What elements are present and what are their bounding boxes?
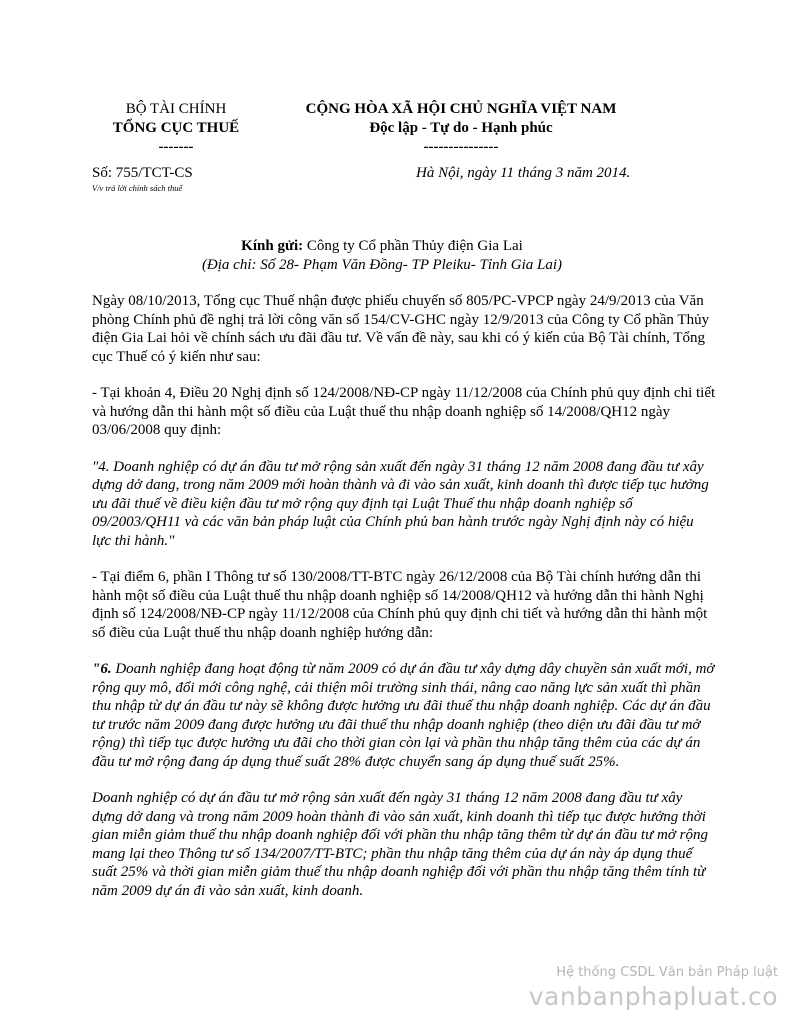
motto: Độc lập - Tự do - Hạnh phúc [369,120,553,136]
quote-item-number: "6. [92,661,112,677]
document-subject: V/v trả lời chính sách thuế [92,183,183,193]
country-name: CỘNG HÒA XÃ HỘI CHỦ NGHĨA VIỆT NAM [305,101,617,117]
watermark-caption: Hệ thống CSDL Văn bản Pháp luật [556,965,778,980]
recipient-label: Kính gửi: [241,238,304,254]
recipient-name: Công ty Cổ phần Thủy điện Gia Lai [306,238,523,254]
motto-separator: --------------- [423,139,499,155]
paragraph-intro: Ngày 08/10/2013, Tổng cục Thuế nhận được phiếu chuyển số 805/PC-VPCP ngày 24/9/2013 của Văn phòng Chính phủ đề nghị trả lời công văn số 154/CV-GHC ngày 12/9/2013 của Công ty Cổ phần Thủy điện Gia Lai hỏi về chính sách ưu đãi đầu tư. Về vấn đề này, sau khi có ý kiến của Bộ Tài chính, Tổng cục Thuế có ý kiến như sau: [92,293,710,365]
national-motto-block [292,100,630,157]
letter-body [92,292,716,918]
paragraph-circular-quote [92,660,716,771]
document-number: Số: 755/TCT-CS [92,165,193,181]
paragraph-decree-quote: "4. Doanh nghiệp có dự án đầu tư mở rộng sản xuất đến ngày 31 tháng 12 năm 2008 đang đầu tư xây dựng dở dang, trong năm 2009 mới hoàn thành và đi vào sản xuất, kinh doanh thì được tiếp tục hưởng ưu đãi thuế về điều kiện đầu tư mở rộng quy định tại Luật Thuế thu nhập doanh nghiệp số 09/2003/QH11 và các văn bản pháp luật của Chính phủ ban hành trước ngày Nghị định này có hiệu lực thi hành." [92,458,709,549]
issuer-separator: ------- [158,139,194,155]
ministry-name: BỘ TÀI CHÍNH [125,101,227,117]
paragraph-circular-citation: - Tại điểm 6, phần I Thông tư số 130/2008/TT-BTC ngày 26/12/2008 của Bộ Tài chính hướng dẫn thi hành một số điều của Luật thuế thu nhập doanh nghiệp số 14/2008/QH12 và hướng dẫn thi hành Nghị định số 124/2008/NĐ-CP ngày 11/12/2008 của Chính phủ quy định chi tiết và hướng dẫn thi hành một số điều của Luật thuế thu nhập doanh nghiệp hướng dẫn: [92,569,708,641]
recipient-address: (Địa chỉ: Số 28- Phạm Văn Đồng- TP Pleiku- Tỉnh Gia Lai) [201,257,563,273]
paragraph-expansion-quote: Doanh nghiệp có dự án đầu tư mở rộng sản xuất đến ngày 31 tháng 12 năm 2008 đang đầu tư xây dựng dở dang và trong năm 2009 hoàn thành đi vào sản xuất, kinh doanh thì tiếp tục được hưởng thời gian miễn giảm thuế thu nhập doanh nghiệp đối với phần thu nhập tăng thêm từ dự án đầu tư mở rộng mang lại theo Thông tư số 134/2007/TT-BTC; phần thu nhập tăng thêm của dự án này áp dụng thuế suất 25% và thời gian miễn giảm thuế thu nhập doanh nghiệp đối với phần thu nhập tăng thêm tính từ năm 2009 dự án đi vào sản xuất, kinh doanh. [92,790,708,899]
issuer-block [96,100,256,157]
recipient-line [92,237,672,256]
quote-text: Doanh nghiệp đang hoạt động từ năm 2009 có dự án đầu tư xây dựng dây chuyền sản xuất mới, mở rộng quy mô, đổi mới công nghệ, cải thiện môi trường sinh thái, nâng cao năng lực sản xuất thì phần thu nhập từ dự án đầu tư này sẽ không được hưởng ưu đãi thuế thu nhập doanh nghiệp. Các dự án đầu tư trước năm 2009 đang được hưởng ưu đãi thuế thu nhập doanh nghiệp (theo diện ưu đãi đầu tư mở rộng) thì tiếp tục được hưởng ưu đãi cho thời gian còn lại và phần thu nhập tăng thêm của các dự án đầu tư mở rộng đang áp dụng thuế suất 28% được chuyển sang áp dụng thuế suất 25%. [92,661,715,770]
watermark-site: vanbanphapluat.co [528,982,778,1011]
paragraph-decree-citation: - Tại khoản 4, Điều 20 Nghị định số 124/2008/NĐ-CP ngày 11/12/2008 của Chính phủ quy định chi tiết và hướng dẫn thi hành một số điều của Luật thuế thu nhập doanh nghiệp số 14/2008/QH12 ngày 03/06/2008 quy định: [92,385,716,438]
document-date: Hà Nội, ngày 11 tháng 3 năm 2014. [416,165,631,181]
agency-name: TỔNG CỤC THUẾ [112,120,240,136]
